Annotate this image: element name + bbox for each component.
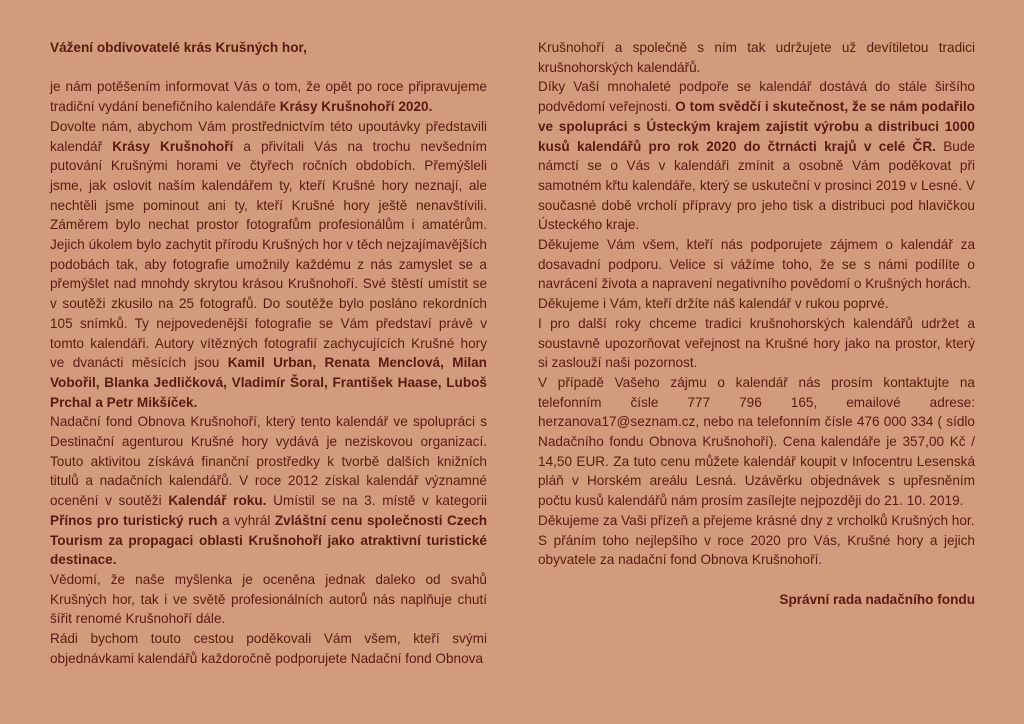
paragraph-intro <box>50 77 487 116</box>
calendar-title: Krásy Krušnohoří 2020. <box>279 99 433 115</box>
paragraph-support <box>538 77 975 235</box>
special-award: Zvláštní cenu společnosti Czech Tourism za propagaci oblasti Krušnohoří jako atraktivní turistické destinace. <box>50 512 488 568</box>
award-name: Kalendář roku. <box>168 493 267 509</box>
signature: Správní rada nadačního fondu <box>779 591 975 607</box>
photographers-list: Kamil Urban, Renata Menclová, Milan Vobořil, Blanka Jedličková, Vladimír Šoral, František Haase, Luboš Prchal a Petr Mikšíček. <box>50 355 487 410</box>
text: je nám potěšením informovat Vás o tom, že opět po roce připravujeme tradiční vydání benefičního kalendáře <box>50 79 487 115</box>
paragraph-wishes: S přáním toho nejlepšího v roce 2020 pro Vás, Krušné hory a jejich obyvatele za nadační fond Obnova Krušnohoří. <box>538 532 975 568</box>
right-column <box>538 38 975 609</box>
paragraph-contact: V případě Vašeho zájmu o kalendář nás prosím kontaktujte na telefonním čísle 777 796 165, emailové adrese: herzanova17@seznam.cz, nebo na telefonním čísle 476 000 334 ( sídlo Nadačního fondu Obnova Krušnohoří). Cena kalendáře je 357,00 Kč / 14,50 EUR. Za tuto cenu můžete kalendář koupit v Infocentru Lesenská pláň v Horském areálu Lesná. Uzávěrku objednávek s upřesněním počtu kusů kalendářů nám prosím zasílejte nejpozději do 21. 10. 2019. <box>538 374 975 509</box>
text: Dovolte nám, abychom Vám prostřednictvím této upoutávky představili kalendář <box>50 118 487 154</box>
paragraph-about <box>50 117 487 413</box>
paragraph-tradition: Krušnohoří a společně s ním tak udržujete už devítiletou tradici krušnohorských kalendářů. <box>538 40 975 75</box>
text: Nadační fond Obnova Krušnohoří, který tento kalendář ve spolupráci s Destinační agenturou Krušné hory vydává je neziskovou organizací. Touto aktivitou získává finanční prostředky k tvorbě dalších knižních titulů a nadačních kalendářů. V roce 2012 získal kalendář významné ocenění v soutěži <box>50 414 487 509</box>
text: Umístil se na 3. místě v kategorii <box>266 493 488 509</box>
paragraph-future: I pro další roky chceme tradici krušnohorských kalendářů udržet a soustavně upozorňovat veřejnost na Krušné hory jako na prostor, který si zaslouží naši pozornost. <box>538 315 975 371</box>
text: Díky Vaší mnohaleté podpoře se kalendář dostává do stále širšího podvědomí veřejnosti. <box>538 79 975 115</box>
text: a přivítali Vás na trochu nevšedním putování Krušnými horami ve čtyřech ročních obdobích. Přemýšleli jsme, jak oslovit naším kalendářem ty, kteří Krušné hory neznají, ale nechtěli jsme pominout ani ty, kteří Krušné hory ještě nenavštívili. Záměrem bylo nechat prostor fotografům profesionálům i amatérům. Jejich úkolem bylo zachytit přírodu Krušných hor v těch nejzajímavějších podobách tak, aby fotografie umožnily každému z nás zamyslet se a přemýšlet nad mnohdy skrytou krásou Krušnohoří. Své štěstí umístit se v soutěži zkusilo na 25 fotografů. Do soutěže bylo posláno rekordních 105 snímků. Ty nejpovedenější fotografie se Vám představí právě v tomto kalendáři. Autory vítězných fotografií zachycujících Krušné hory ve dvanácti měsících jsou <box>50 138 488 371</box>
text: a vyhrál <box>217 512 275 528</box>
greeting: Vážení obdivovatelé krás Krušných hor, <box>50 40 307 55</box>
calendar-name: Krásy Krušnohoří <box>112 138 234 154</box>
paragraph-closing-thanks: Děkujeme za Vaši přízeň a přejeme krásné dny z vrcholků Krušných hor. <box>538 512 975 528</box>
paragraph-foundation <box>50 412 487 570</box>
distribution-highlight: O tom svědčí i skutečnost, že se nám podařilo ve spolupráci s Ústeckým krajem zajistit výrobu a distribuci 1000 kusů kalendářů pro rok 2020 do čtrnácti krajů v celé ČR. <box>538 99 975 154</box>
paragraph-first-time: Děkujeme i Vám, kteří držíte náš kalendář v rukou poprvé. <box>538 296 889 312</box>
left-column <box>50 38 487 668</box>
paragraph-gratitude: Děkujeme Vám všem, kteří nás podporujete zájmem o kalendář za dosavadní podporu. Velice si vážíme toho, že se s námi podílíte o navrácení života a napravení negativního povědomí o Krušných horách. <box>538 237 975 292</box>
text: Bude námctí se o Vás v kalendáři zmínit a osobně Vám poděkovat při samotném křtu kalendáře, který se uskuteční v prosinci 2019 v Lesné. V současné době vrcholí přípravy pro jeho tisk a distribuci pod hlavičkou Ústeckého kraje. <box>538 138 975 233</box>
paragraph-awareness: Vědomí, že naše myšlenka je oceněna jednak daleko od svahů Krušných hor, tak i ve světě profesionálních autorů nás naplňuje chutí šířit renomé Krušnohoří dále. <box>50 571 487 627</box>
award-category: Přínos pro turistický ruch <box>50 512 218 528</box>
paragraph-thanks: Rádi bychom touto cestou poděkovali Vám všem, kteří svými objednávkami kalendářů každoročně podporujete Nadační fond Obnova <box>50 631 487 666</box>
